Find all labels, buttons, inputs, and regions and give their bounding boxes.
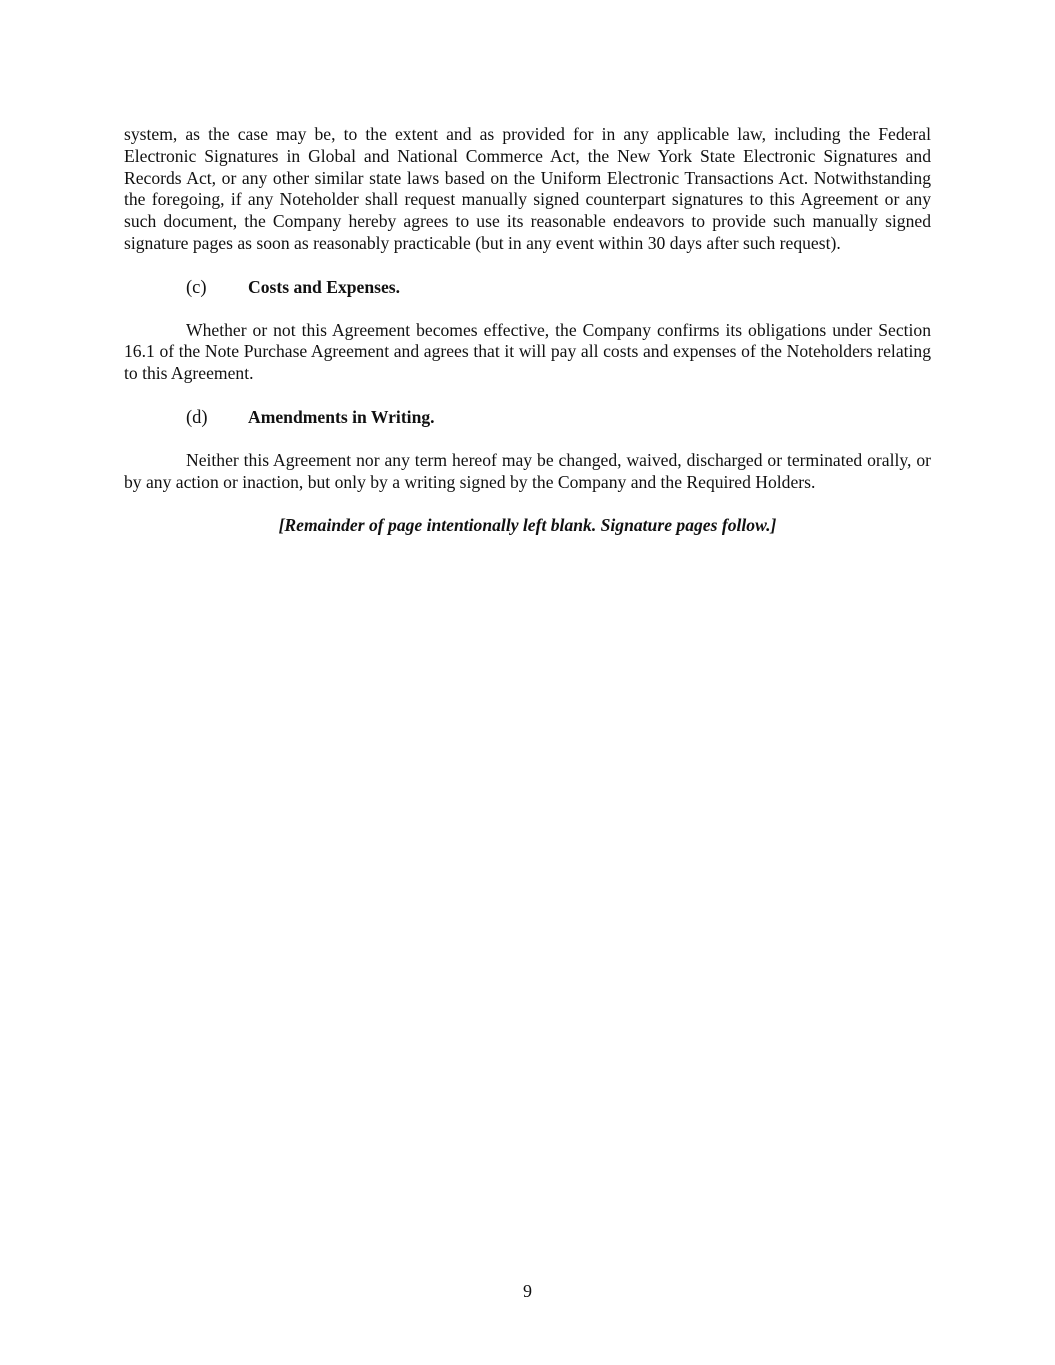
section-c-heading bbox=[124, 277, 931, 299]
section-c-title: Costs and Expenses. bbox=[248, 276, 401, 297]
section-d-title: Amendments in Writing. bbox=[248, 406, 435, 427]
section-d-heading bbox=[124, 407, 931, 429]
section-d-number: (d) bbox=[186, 407, 208, 428]
document-page bbox=[124, 124, 931, 537]
section-c-number: (c) bbox=[186, 277, 207, 298]
section-d-body: Neither this Agreement nor any term hereof may be changed, waived, discharged or terminated orally, or by any action or inaction, but only by a writing signed by the Company and the Required Holders. bbox=[124, 449, 931, 492]
section-c-body: Whether or not this Agreement becomes effective, the Company confirms its obligations under Section 16.1 of the Note Purchase Agreement and agrees that it will pay all costs and expenses of the Noteholders relating to this Agreement. bbox=[124, 319, 931, 384]
continuation-paragraph: system, as the case may be, to the extent and as provided for in any applicable law, including the Federal Electronic Signatures in Global and National Commerce Act, the New York State Electronic Signatures and Records Act, or any other similar state laws based on the Uniform Electronic Transactions Act. Notwithstanding the foregoing, if any Noteholder shall request manually signed counterpart signatures to this Agreement or any such document, the Company hereby agrees to use its reasonable endeavors to provide such manually signed signature pages as soon as reasonably practicable (but in any event within 30 days after such request). bbox=[124, 124, 931, 253]
page-number: 9 bbox=[523, 1281, 532, 1301]
closing-note: [Remainder of page intentionally left blank. Signature pages follow.] bbox=[278, 515, 777, 536]
